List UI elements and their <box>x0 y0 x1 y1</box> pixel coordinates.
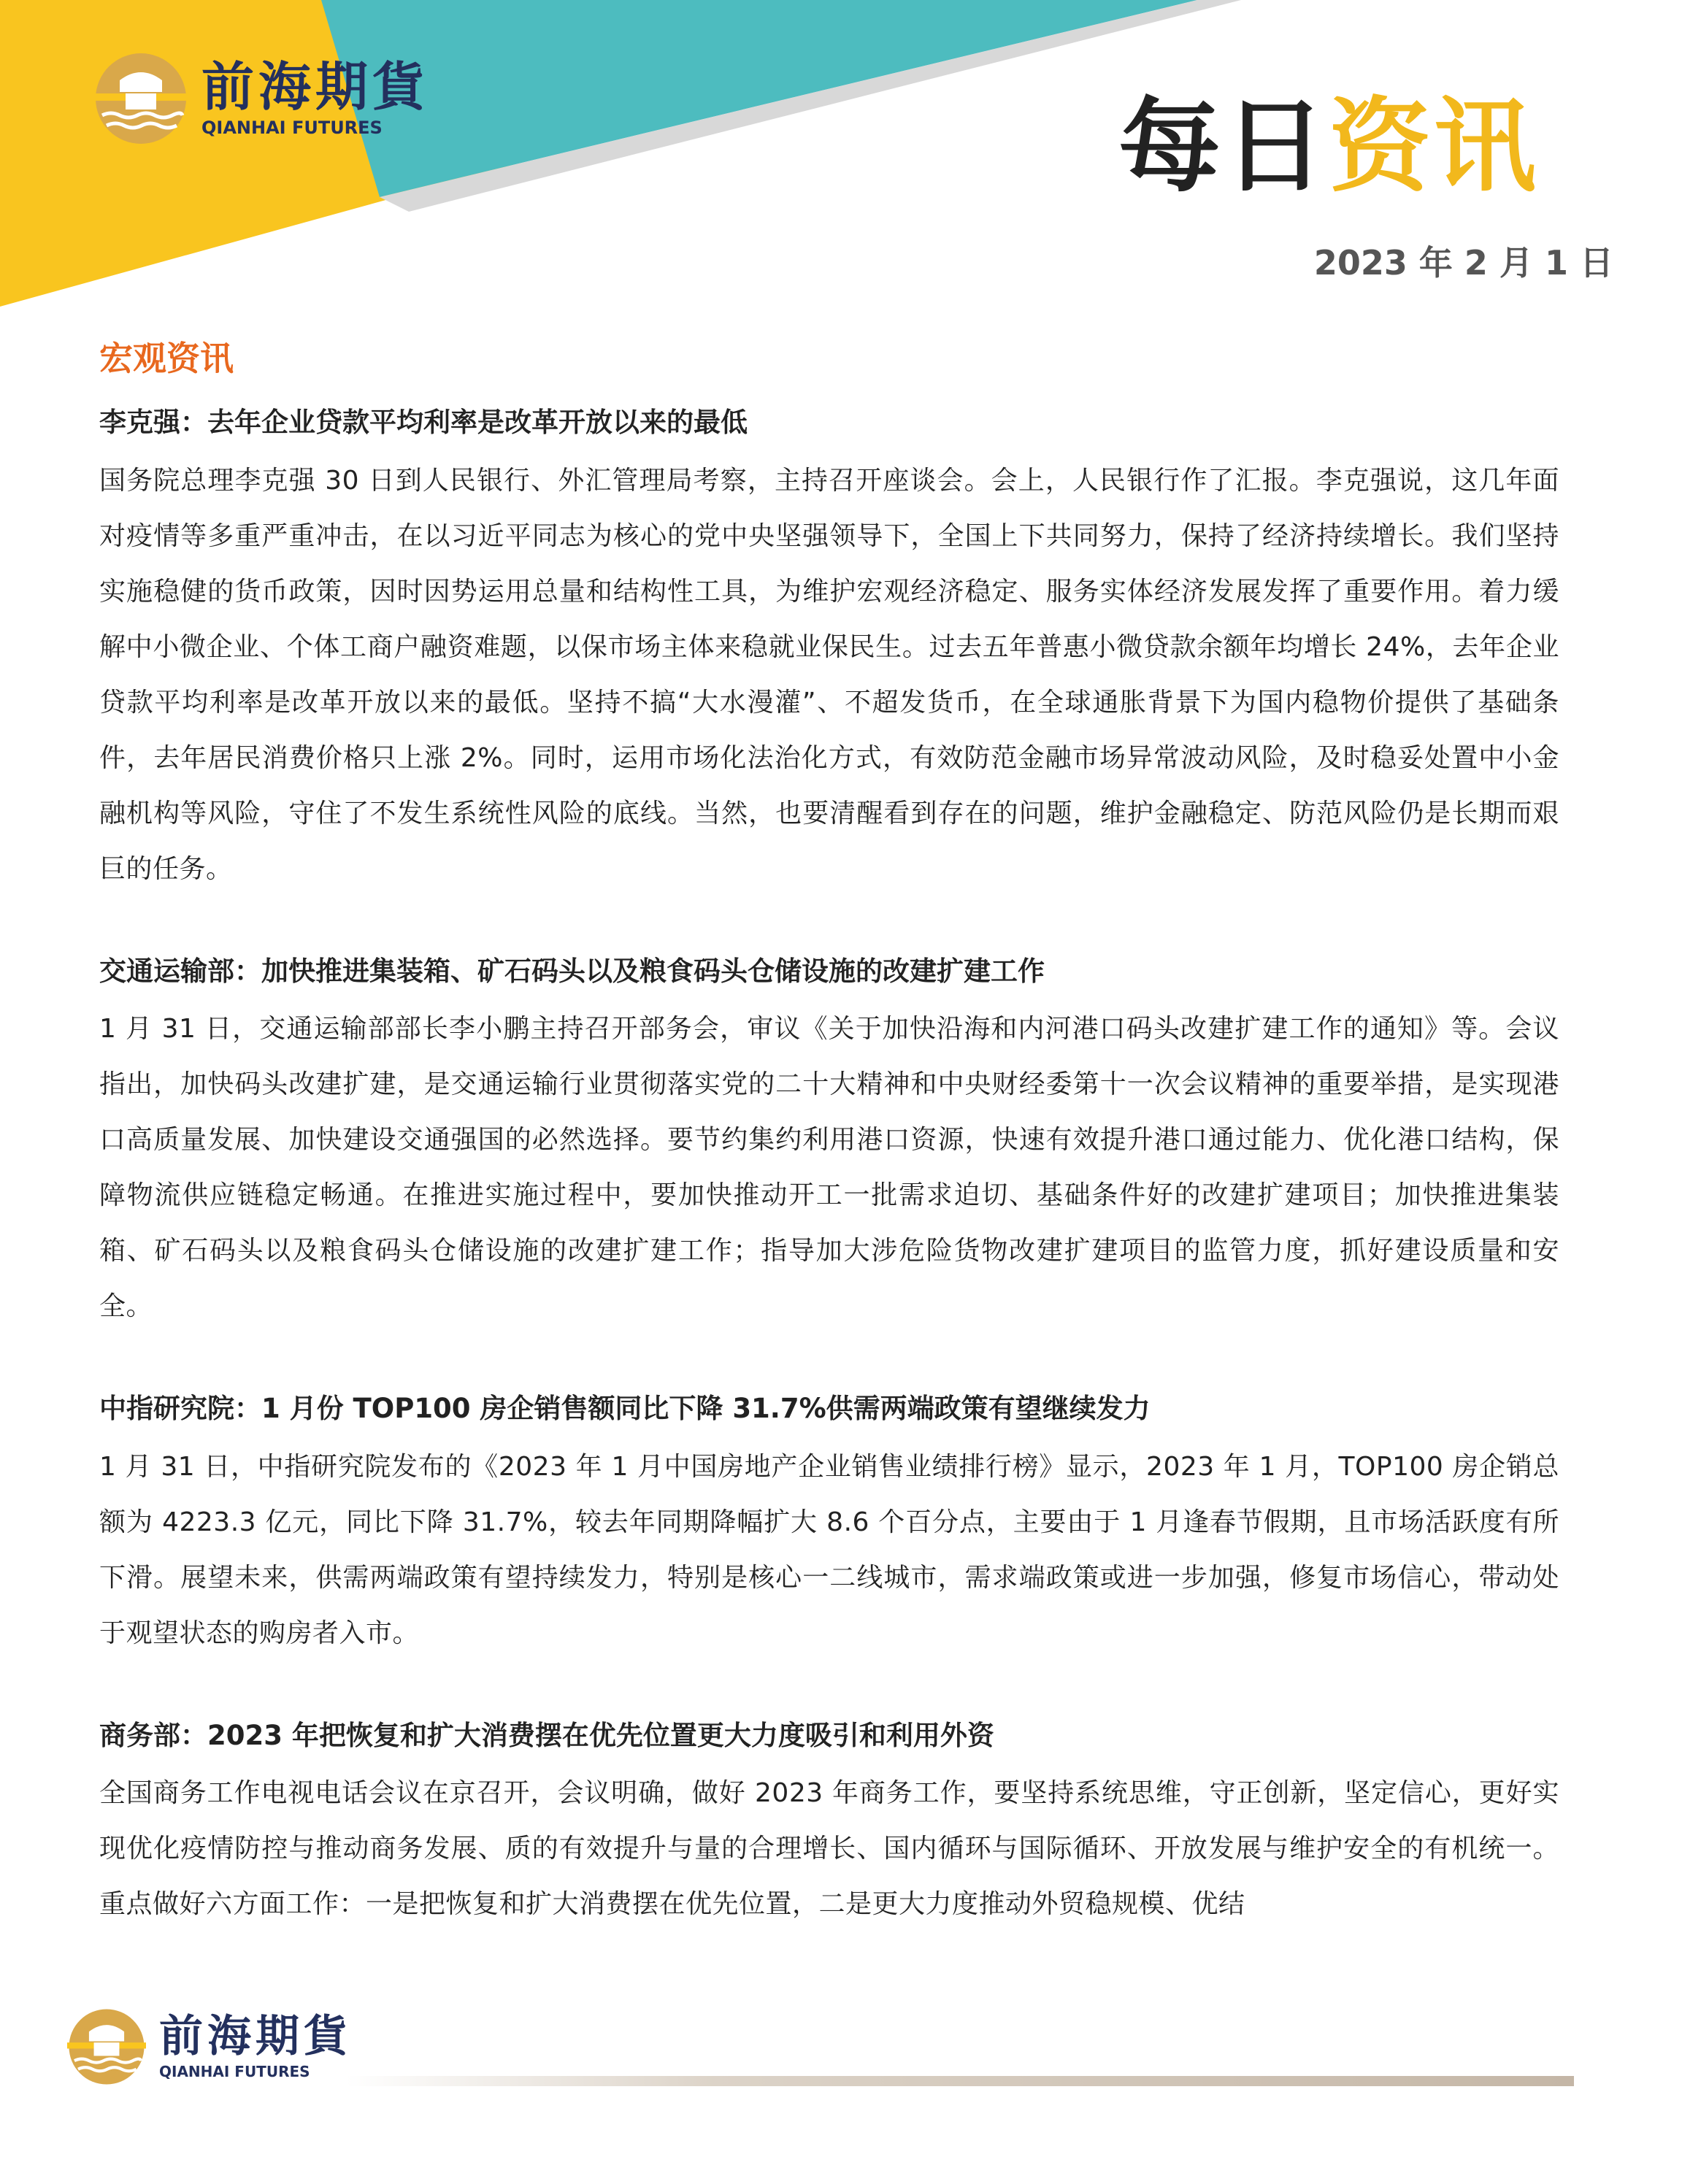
brand-name-en: QIANHAI FUTURES <box>159 2063 310 2080</box>
brand-name-en: QIANHAI FUTURES <box>201 118 383 138</box>
brand-name-cn: 前海期貨 <box>159 2011 352 2062</box>
title-part-daily: 每日 <box>1118 88 1329 207</box>
article-headline: 商务部：2023 年把恢复和扩大消费摆在优先位置更大力度吸引和利用外资 <box>99 1719 994 1751</box>
report-date: 2023 年 2 月 1 日 <box>1313 243 1613 282</box>
article-body: 1 月 31 日，交通运输部部长李小鹏主持召开部务会，审议《关于加快沿海和内河港口码头改建扩建工作的通知》等。会议指出，加快码头改建扩建，是交通运输行业贯彻落实党的二十大精神和中央财经委第十一次会议精神的重要举措，是实现港口高质量发展、加快建设交通强国的必然选择。要节约集约利用港口资源，快速有效提升港口通过能力、优化港口结构，保障物流供应链稳定畅通。在推进实施过程中，要加快推动开工一批需求迫切、基础条件好的改建扩建项目；加快推进集装箱、矿石码头以及粮食码头仓储设施的改建扩建工作；指导加大涉危险货物改建扩建项目的监管力度，抓好建设质量和安全。 <box>99 1014 1559 1321</box>
article-headline: 李克强：去年企业贷款平均利率是改革开放以来的最低 <box>99 407 748 438</box>
page-title <box>1118 88 1539 207</box>
article-headline: 交通运输部：加快推进集装箱、矿石码头以及粮食码头仓储设施的改建扩建工作 <box>99 955 1045 987</box>
title-part-news: 资讯 <box>1328 88 1539 207</box>
brand-emblem-icon <box>93 51 188 146</box>
article-item <box>99 951 1559 1335</box>
footer-divider <box>346 2076 1574 2086</box>
brand-logo-header <box>93 51 429 146</box>
article-item <box>99 1388 1559 1661</box>
article-headline: 中指研究院：1 月份 TOP100 房企销售额同比下降 31.7%供需两端政策有望继续发力 <box>99 1393 1151 1424</box>
brand-emblem-icon <box>67 2007 146 2086</box>
article-item <box>99 402 1559 897</box>
article-body: 全国商务工作电视电话会议在京召开，会议明确，做好 2023 年商务工作，要坚持系统思维，守正创新，坚定信心，更好实现优化疫情防控与推动商务发展、质的有效提升与量的合理增长、国内循环与国际循环、开放发展与维护安全的有机统一。重点做好六方面工作：一是把恢复和扩大消费摆在优先位置，二是更大力度推动外贸稳规模、优结 <box>99 1778 1559 1919</box>
article-body: 国务院总理李克强 30 日到人民银行、外汇管理局考察，主持召开座谈会。会上，人民银行作了汇报。李克强说，这几年面对疫情等多重严重冲击，在以习近平同志为核心的党中央坚强领导下，全国上下共同努力，保持了经济持续增长。我们坚持实施稳健的货币政策，因时因势运用总量和结构性工具，为维护宏观经济稳定、服务实体经济发展发挥了重要作用。着力缓解中小微企业、个体工商户融资难题，以保市场主体来稳就业保民生。过去五年普惠小微贷款余额年均增长 24%，去年企业贷款平均利率是改革开放以来的最低。坚持不搞“大水漫灌”、不超发货币，在全球通胀背景下为国内稳物价提供了基础条件，去年居民消费价格只上涨 2%。同时，运用市场化法治化方式，有效防范金融市场异常波动风险，及时稳妥处置中小金融机构等风险，守住了不发生系统性风险的底线。当然，也要清醒看到存在的问题，维护金融稳定、防范风险仍是长期而艰巨的任务。 <box>99 465 1559 884</box>
brand-logo-footer <box>67 2007 352 2086</box>
main-content <box>99 332 1559 1986</box>
brand-name-cn: 前海期貨 <box>201 55 430 118</box>
teal-banner-shape <box>321 0 1197 197</box>
article-item <box>99 1715 1559 1933</box>
article-body: 1 月 31 日，中指研究院发布的《2023 年 1 月中国房地产企业销售业绩排行榜》显示，2023 年 1 月，TOP100 房企销总额为 4223.3 亿元，同比下降 31.7%，较去年同期降幅扩大 8.6 个百分点，主要由于 1 月逢春节假期，且市场活跃度有所下滑。展望未来，供需两端政策有望持续发力，特别是核心一二线城市，需求端政策或进一步加强，修复市场信心，带动处于观望状态的购房者入市。 <box>99 1451 1559 1648</box>
section-title: 宏观资讯 <box>99 339 234 378</box>
